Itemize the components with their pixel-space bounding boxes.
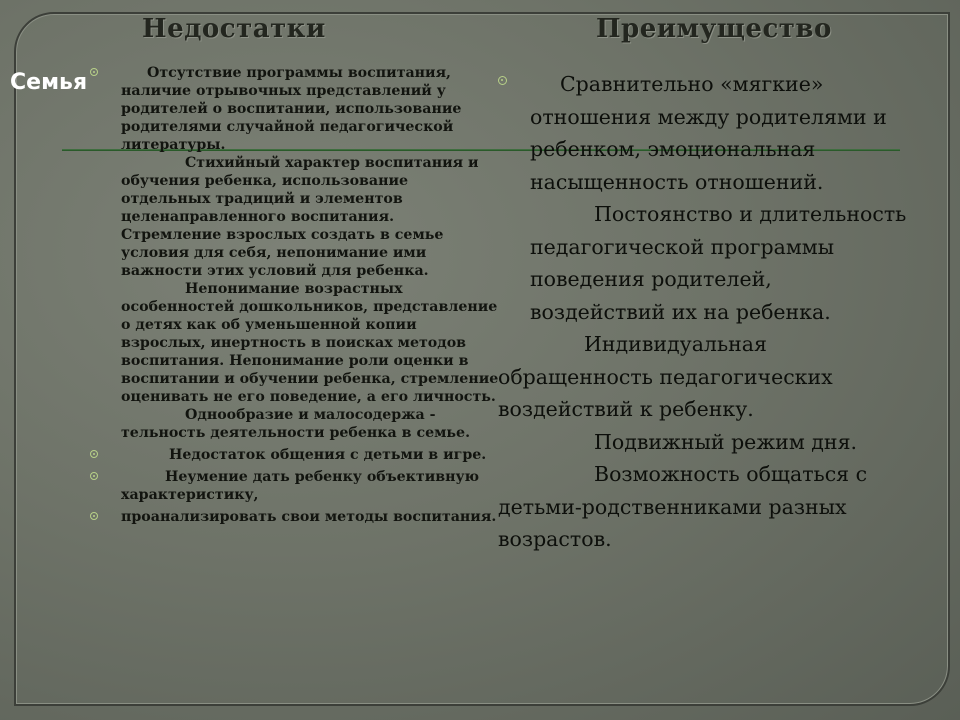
advantage-text: Сравнительно «мягкие» отношения между родителями и ребенком, эмоциональная насыщенность отношений. [530, 72, 887, 194]
list-item [90, 64, 500, 442]
disadvantage-text: Неумение дать ребенку объективную характеристику, [121, 469, 480, 503]
disadvantage-text: Непонимание возрастных особенностей дошкольников, представление о детях как об уменьшенной копии взрослых, инертность в поисках методов воспитания. Непонимание роли оценки в воспитании и обучении ребенка, стремление оценивать не его поведение, а его личность. [121, 281, 499, 405]
bullet-icon [90, 450, 98, 458]
disadvantage-text: Стихийный характер воспитания и обучения ребенка, использование отдельных традиций и элементов целенаправленного воспитания. [121, 155, 479, 225]
disadvantage-text: Стремление взрослых создать в семье условия для себя, непонимание ими важности этих условий для ребенка. [121, 227, 444, 279]
bullet-icon [90, 68, 98, 76]
disadvantage-text: Однообразие и малосодержа - тельность деятельности ребенка в семье. [121, 407, 471, 441]
bullet-icon [90, 512, 98, 520]
list-item [90, 446, 500, 464]
disadvantage-text: Отсутствие программы воспитания, наличие отрывочных представлений у родителей о воспитании, использование родителями случайной педагогической литературы. [121, 65, 462, 153]
advantage-text: Подвижный режим дня. [594, 429, 858, 454]
bullet-icon [90, 472, 98, 480]
advantage-text: Возможность общаться с детьми-родственниками разных возрастов. [498, 462, 868, 551]
row-label-family: Семья [10, 70, 88, 95]
advantages-column [498, 68, 908, 556]
advantage-text: Постоянство и длительность педагогической программы поведения родителей, воздействий их на ребенка. [530, 202, 907, 324]
list-item [90, 508, 500, 526]
disadvantage-text: Недостаток общения с детьми в игре. [169, 447, 487, 463]
disadvantage-text: проанализировать свои методы воспитания. [121, 509, 497, 525]
disadvantages-column [90, 64, 500, 526]
list-item [90, 468, 500, 504]
heading-disadvantages: Недостатки [142, 14, 326, 44]
list-item [498, 68, 908, 556]
advantage-text: Индивидуальная обращенность педагогических воздействий к ребенку. [498, 332, 833, 421]
heading-advantages: Преимущество [596, 14, 832, 44]
bullet-icon [498, 76, 507, 85]
